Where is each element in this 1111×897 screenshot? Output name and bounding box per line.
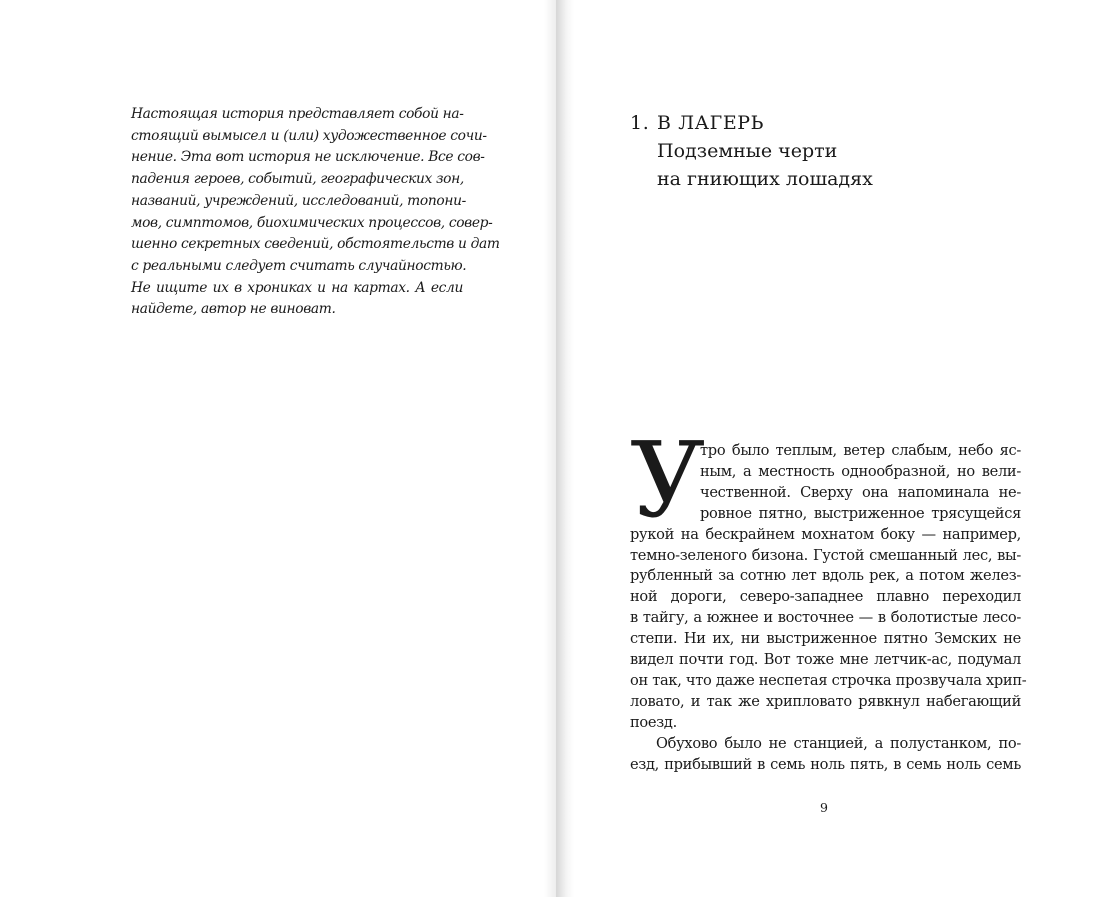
disclaimer-line: Не ищите их в хрониках и на картах. А если: [131, 279, 463, 296]
disclaimer-line: нение. Эта вот история не исключение. Все сов-: [131, 149, 485, 166]
body-text: [630, 441, 1027, 776]
body-line: ловато, и так же хрипловато рявкнул набегающий: [630, 692, 1021, 710]
disclaimer-line: стоящий вымысел и (или) художественное сочи-: [131, 127, 487, 144]
chapter-number: 1.: [630, 112, 650, 134]
body-line: езд, прибывший в семь ноль пять, в семь ноль семь: [630, 755, 1021, 773]
chapter-title: В ЛАГЕРЬ: [657, 112, 765, 134]
chapter-subtitle-line-1: Подземные черти: [657, 140, 838, 162]
body-line: тро было теплым, ветер слабым, небо яс-: [700, 442, 1021, 459]
body-line: степи. Ни их, ни выстриженное пятно Земских не: [630, 630, 1021, 648]
drop-cap: У: [630, 419, 706, 541]
body-line: ровное пятно, выстриженное трясущейся: [700, 504, 1021, 522]
body-line: рубленный за сотню лет вдоль рек, а потом желез-: [630, 567, 1021, 585]
disclaimer-line: падения героев, событий, географических зон,: [131, 171, 464, 188]
chapter-heading: [630, 109, 1030, 193]
body-line: чественной. Сверху она напоминала не-: [700, 483, 1021, 501]
disclaimer-line: найдете, автор не виноват.: [131, 301, 336, 318]
disclaimer-line: с реальными следует считать случайностью.: [131, 257, 467, 274]
disclaimer-text: [131, 104, 500, 321]
chapter-subtitle-line-2: на гниющих лошадях: [657, 168, 873, 190]
body-line: видел почти год. Вот тоже мне летчик-ас, подумал: [630, 651, 1021, 669]
chapter-title-line: [630, 109, 1030, 137]
body-line: ным, а местность однообразной, но вели-: [700, 462, 1021, 480]
left-gutter-shadow: [544, 0, 556, 897]
disclaimer-line: Настоящая история представляет собой на-: [131, 106, 464, 122]
disclaimer-line: шенно секретных сведений, обстоятельств и дат: [131, 236, 500, 253]
body-line: он так, что даже неспетая строчка прозвучала хрип-: [630, 671, 1027, 689]
body-line: темно-зеленого бизона. Густой смешанный лес, вы-: [630, 546, 1021, 564]
disclaimer-line: мов, симптомов, биохимических процессов, совер-: [131, 214, 493, 231]
body-line: ной дороги, северо-западнее плавно переходил: [630, 588, 1021, 606]
right-gutter-shadow: [556, 0, 574, 897]
page-number: 9: [820, 800, 828, 815]
body-line: Обухово было не станцией, а полустанком, по-: [656, 734, 1021, 752]
body-line: рукой на бескрайнем мохнатом боку — например,: [630, 525, 1021, 543]
disclaimer-line: названий, учреждений, исследований, топони-: [131, 192, 466, 209]
body-line: в тайгу, а южнее и восточнее — в болотистые лесо-: [630, 609, 1021, 627]
body-line: поезд.: [630, 713, 677, 731]
right-page: [556, 0, 1111, 897]
